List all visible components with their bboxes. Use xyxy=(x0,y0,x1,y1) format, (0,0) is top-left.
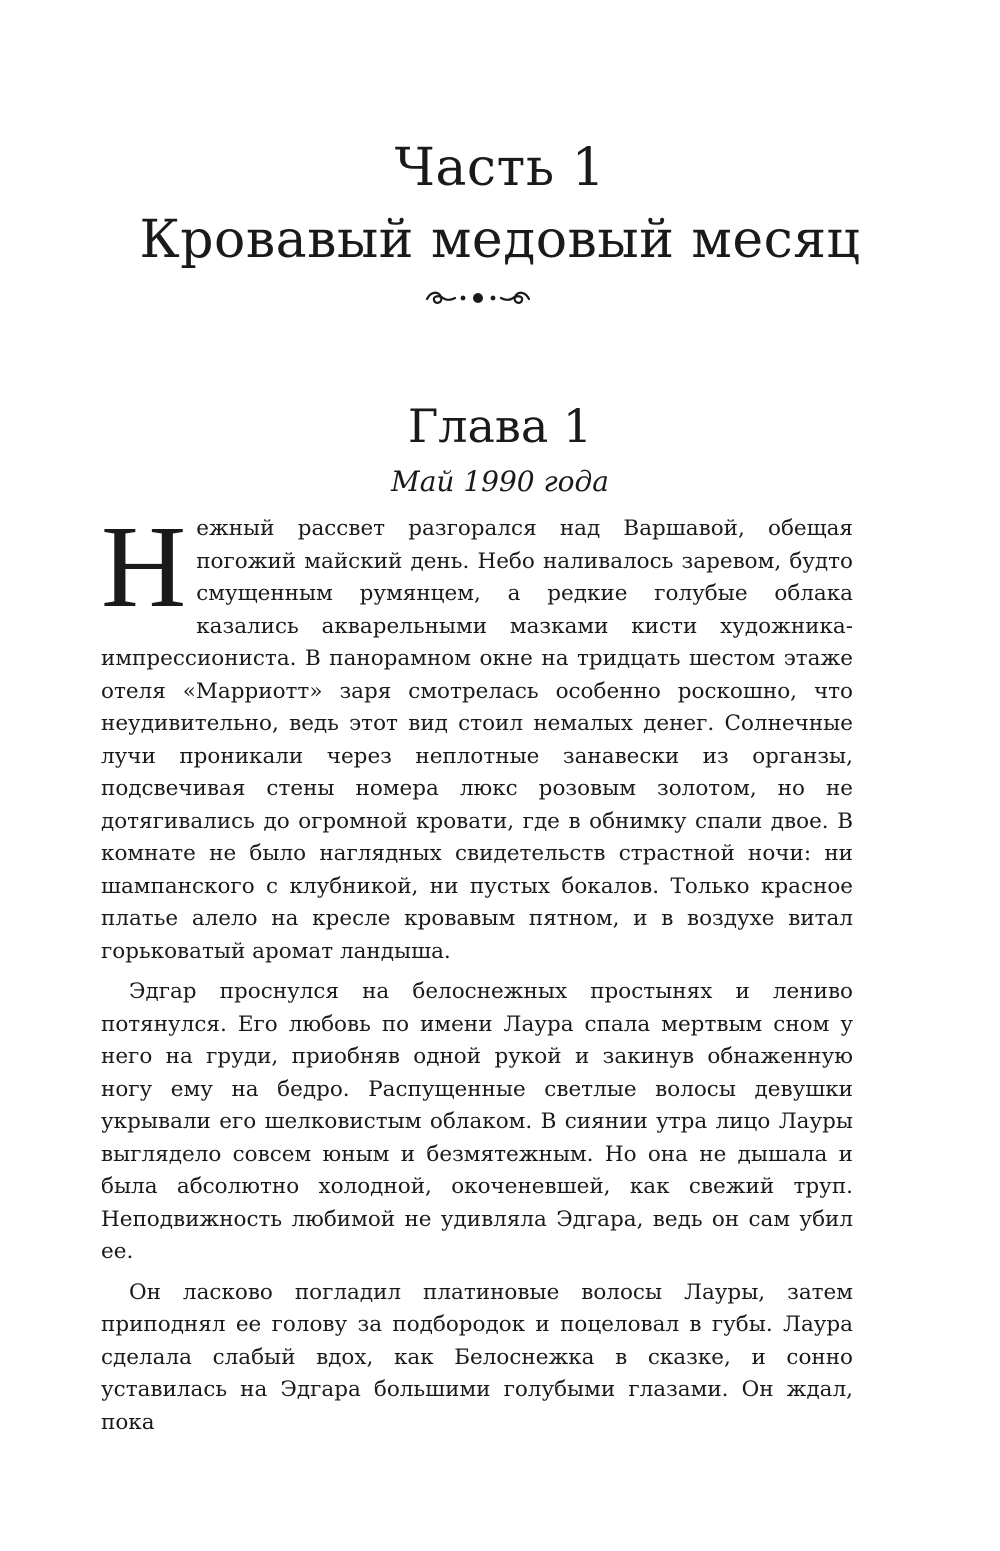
part-number: Часть 1 xyxy=(394,138,606,198)
chapter-date: Май 1990 года xyxy=(391,465,609,498)
part-title: Кровавый медовый месяц xyxy=(139,210,861,270)
chapter-title: Глава 1 xyxy=(407,399,593,453)
drop-cap: Н xyxy=(101,501,187,632)
part-heading xyxy=(0,132,1000,276)
flourish-ornament-icon xyxy=(425,287,531,309)
paragraph-2: Эдгар проснулся на белоснежных простынях и лениво потянулся. Его любовь по имени Лаура спала мертвым сном у него на груди, приобняв одной рукой и закинув обнаженную ногу ему на бедро. Распущенные светлые волосы девушки укрывали его шелковистым облаком. В сиянии утра лицо Лауры выглядело совсем юным и безмятежным. Но она не дышала и была абсолютно холодной, окоченевшей, как свежий труп. Неподвижность любимой не удивляла Эдгара, ведь он сам убил ее. xyxy=(101,979,853,1264)
paragraph-3: Он ласково погладил платиновые волосы Лауры, затем приподнял ее голову за подбородок и поцеловал в губы. Лаура сделала слабый вдох, как Белоснежка в сказке, и сонно уставилась на Эдгара большими голубыми глазами. Он ждал, пока xyxy=(101,1279,853,1435)
chapter-text xyxy=(101,501,853,1439)
paragraph-1 xyxy=(101,501,853,968)
paragraph-1-text: ежный рассвет разгорался над Варшавой, обещая погожий майский день. Небо наливалось заревом, будто смущенным румянцем, а редкие голубые облака казались акварельными мазками кисти художника-импрессиониста. В панорамном окне на тридцать шестом этаже отеля «Марриотт» заря смотрелась особенно роскошно, что неудивительно, ведь этот вид стоил немалых денег. Солнечные лучи проникали через неплотные занавески из органзы, подсвечивая стены номера люкс розовым золотом, но не дотягивались до огромной кровати, где в обнимку спали двое. В комнате не было наглядных свидетельств страстной ночи: ни шампанского с клубникой, ни пустых бокалов. Только красное платье алело на кресле кровавым пятном, и в воздухе витал горьковатый аромат ландыша. xyxy=(101,516,853,964)
